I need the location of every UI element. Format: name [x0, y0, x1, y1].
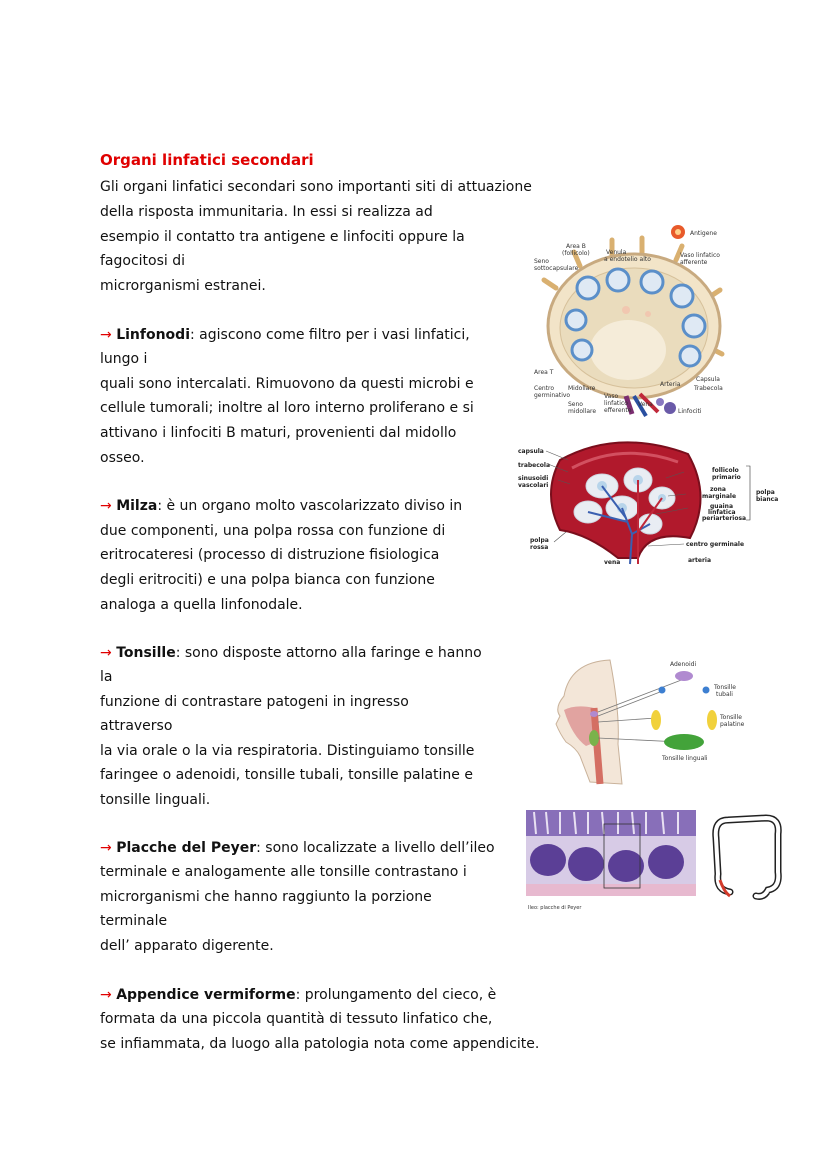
label-follicolo: follicolo — [712, 467, 739, 474]
label-sinusoidi: sinusoidi — [518, 475, 549, 482]
label-arteria: arteria — [688, 557, 712, 564]
label-vaso-efferente: Vaso — [604, 393, 619, 400]
tonsille-line: attraverso — [100, 718, 173, 734]
label-follicolo-2: primario — [712, 474, 741, 481]
label-guaina: guaina — [710, 503, 733, 510]
tonsil-marker — [589, 730, 599, 746]
label-sinusoidi-2: vascolari — [518, 482, 549, 489]
peyer-line: terminale e analogamente alle tonsille contrastano i — [100, 864, 467, 880]
milza-line: due componenti, una polpa rossa con funzione di — [100, 523, 446, 539]
milza-line: analoga a quella linfonodale. — [100, 597, 303, 613]
linfonodi-line: cellule tumorali; inoltre al loro interno proliferano e si — [100, 400, 474, 416]
intro-line: fagocitosi di — [100, 253, 186, 269]
term-tonsille: Tonsille — [116, 645, 176, 661]
paragraph-text: : è un organo molto vascolarizzato diviso in — [157, 498, 463, 514]
tonsille-line: la — [100, 669, 113, 685]
tonsille-line: funzione di contrastare patogeni in ingresso — [100, 694, 409, 710]
peyer-line: dell’ apparato digerente. — [100, 938, 274, 954]
tonsille-line: tonsille linguali. — [100, 792, 211, 808]
peyer-caption: Ileo: placche di Peyer — [528, 905, 582, 911]
peyer-line: terminale — [100, 913, 168, 929]
term-linfonodi: Linfonodi — [116, 327, 190, 343]
label-vaso-afferente: Vaso linfatico — [680, 252, 720, 259]
label-vena: Vena — [638, 401, 653, 408]
colon-appendix-figure — [708, 808, 786, 906]
spleen-figure — [498, 434, 790, 570]
intro-line: esempio il contatto tra antigene e linfociti oppure la — [100, 229, 465, 245]
label-area-b-2: (follicolo) — [562, 250, 590, 257]
appendice-line: formata da una piccola quantità di tessuto linfatico che, — [100, 1011, 493, 1027]
linfonodi-paragraph-first-line — [100, 325, 470, 345]
label-seno-sottocapsulare: Seno — [534, 258, 549, 265]
paragraph-text: : sono disposte attorno alla faringe e hanno — [175, 645, 482, 661]
milza-line: degli eritrociti) e una polpa bianca con funzione — [100, 572, 435, 588]
label-guaina-2: linfatica — [708, 509, 736, 516]
label-palatine-2: palatine — [720, 721, 745, 728]
paragraph-text: : sono localizzate a livello dell’ileo — [256, 840, 495, 856]
paragraph-text: : agiscono come filtro per i vasi linfatici, — [190, 327, 470, 343]
label-venula: Venula — [606, 249, 627, 256]
label-centro-germinale: centro germinale — [686, 541, 745, 548]
arrow-icon: → — [100, 840, 112, 856]
label-adenoidi: Adenoidi — [670, 661, 697, 668]
tonsille-tubali-right — [703, 687, 710, 694]
tonsille-line: faringee o adenoidi, tonsille tubali, tonsille palatine e — [100, 767, 473, 783]
intro-line: della risposta immunitaria. In essi si realizza ad — [100, 204, 433, 220]
tonsille-paragraph-first-line — [100, 643, 482, 663]
tonsille-line: la via orale o la via respiratoria. Distinguiamo tonsille — [100, 743, 475, 759]
label-trabecola: trabecola — [518, 462, 551, 469]
lymphocyte-icon — [664, 402, 676, 414]
label-area-t: Area T — [534, 369, 554, 376]
label-zona-2: marginale — [702, 493, 737, 500]
term-milza: Milza — [116, 498, 158, 514]
linfonodi-line: quali sono intercalati. Rimuovono da questi microbi e — [100, 376, 474, 392]
label-antigene: Antigene — [690, 230, 717, 237]
tonsille-palatine-left — [651, 710, 661, 730]
label-centro: Centro — [534, 385, 555, 392]
arrow-icon: → — [100, 987, 112, 1003]
label-polpa-bianca-2: bianca — [756, 496, 779, 503]
tonsille-tubali-left — [659, 687, 666, 694]
arrow-icon: → — [100, 327, 112, 343]
label-area-b: Area B — [566, 243, 586, 250]
label-zona: zona — [710, 486, 726, 493]
linfonodi-line: lungo i — [100, 351, 148, 367]
medulla — [590, 320, 666, 380]
linfonodi-line: osseo. — [100, 450, 145, 466]
peyer-paragraph-first-line — [100, 838, 495, 858]
section-title: Organi linfatici secondari — [100, 151, 314, 169]
tonsille-linguali-shape — [664, 734, 704, 750]
label-linguali: Tonsille linguali — [662, 755, 708, 762]
appendice-line: se infiammata, da luogo alla patologia nota come appendicite. — [100, 1036, 540, 1052]
label-capsula: capsula — [518, 448, 544, 455]
label-arteria: Arteria — [660, 381, 681, 388]
paragraph-text: : prolungamento del cieco, è — [295, 987, 497, 1003]
label-polpa-bianca: polpa — [756, 489, 775, 496]
label-capsula: Capsula — [696, 376, 720, 383]
label-trabecola: Trabecola — [694, 385, 723, 392]
label-linfociti: Linfociti — [678, 408, 702, 415]
arrow-icon: → — [100, 498, 112, 514]
label-centro-2: germinativo — [534, 392, 571, 399]
lymph-node-figure — [530, 218, 728, 430]
term-appendice: Appendice vermiforme — [116, 987, 296, 1003]
appendice-paragraph-first-line — [100, 985, 496, 1005]
peyer-line: microrganismi che hanno raggiunto la porzione — [100, 889, 432, 905]
label-vena: vena — [604, 559, 621, 566]
label-seno-sottocapsulare-2: sottocapsulare — [534, 265, 579, 272]
intro-line: Gli organi linfatici secondari sono importanti siti di attuazione — [100, 179, 532, 195]
label-seno-midollare: Seno — [568, 401, 583, 408]
label-vaso-efferente-3: efferente — [604, 407, 632, 414]
adenoidi-shape — [675, 671, 693, 681]
label-venula-2: a endotelio alto — [604, 256, 651, 263]
label-palatine: Tonsille — [720, 714, 742, 721]
tonsille-palatine-right — [707, 710, 717, 730]
label-tubali: Tonsille — [714, 684, 736, 691]
tonsils-figure — [550, 652, 750, 792]
label-tubali-2: tubali — [716, 691, 733, 698]
milza-line: eritrocateresi (processo di distruzione fisiologica — [100, 547, 440, 563]
label-polpa-rossa-2: rossa — [530, 544, 549, 551]
label-vaso-afferente-2: afferente — [680, 259, 708, 266]
intro-line: microrganismi estranei. — [100, 278, 266, 294]
label-guaina-3: periarteriosa — [702, 515, 747, 522]
peyer-histology-figure — [526, 810, 696, 914]
label-midollare: Midollare — [568, 385, 596, 392]
term-peyer: Placche del Peyer — [116, 840, 257, 856]
label-seno-midollare-2: midollare — [568, 408, 597, 415]
milza-paragraph-first-line — [100, 496, 462, 516]
linfonodi-line: attivano i linfociti B maturi, provenienti dal midollo — [100, 425, 457, 441]
label-vaso-efferente-2: linfatico — [604, 400, 628, 407]
label-polpa-rossa: polpa — [530, 537, 549, 544]
arrow-icon: → — [100, 645, 112, 661]
